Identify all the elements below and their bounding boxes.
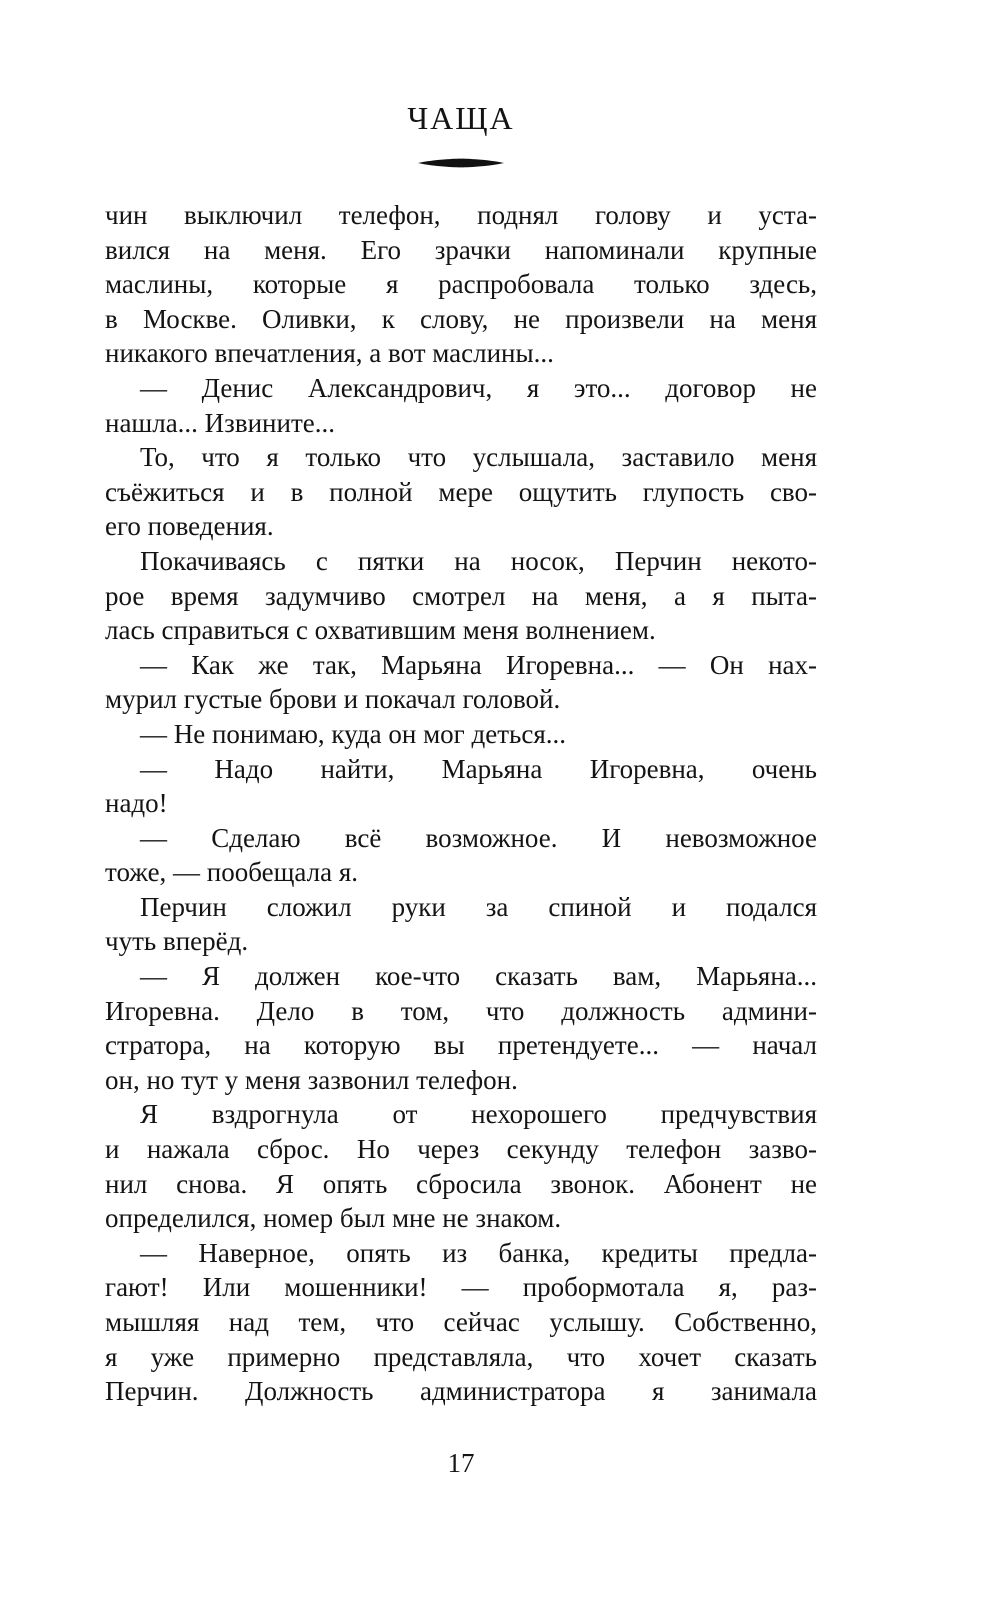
text-line: лась справиться с охватившим меня волнением.	[105, 615, 656, 646]
text-line: Игоревна. Дело в том, что должность админи-	[105, 995, 817, 1026]
page-title: ЧАЩА	[407, 100, 515, 136]
text-line: чин выключил телефон, поднял голову и уста-	[105, 200, 817, 230]
text-line: надо!	[105, 788, 168, 819]
text-block	[105, 198, 817, 1409]
text-line: чуть вперёд.	[105, 926, 249, 957]
text-line: вился на меня. Его зрачки напоминали крупные	[105, 234, 817, 265]
text-line: — Сделаю всё возможное. И невозможное	[140, 822, 817, 853]
text-line: тоже, — пообещала я.	[105, 857, 359, 888]
text-line: Покачиваясь с пятки на носок, Перчин некото-	[140, 545, 817, 576]
text-line: рое время задумчиво смотрел на меня, а я пыта-	[105, 580, 817, 611]
text-line: — Не понимаю, куда он мог деться...	[140, 718, 566, 749]
lens-ornament-icon	[418, 158, 504, 168]
text-line: съёжиться и в полной мере ощутить глупость сво-	[105, 476, 817, 507]
text-line: мурил густые брови и покачал головой.	[105, 684, 561, 715]
page-number: 17	[447, 1448, 475, 1478]
text-line: я уже примерно представляла, что хочет сказать	[105, 1341, 817, 1372]
text-line: — Надо найти, Марьяна Игоревна, очень	[140, 753, 817, 784]
text-line: мышляя над тем, что сейчас услышу. Собственно,	[105, 1307, 817, 1337]
text-line: — Денис Александрович, я это... договор не	[140, 372, 817, 403]
text-line: гают! Или мошенники! — пробормотала я, раз-	[105, 1272, 817, 1303]
text-line: Перчин. Должность администратора я занимала	[105, 1376, 817, 1407]
text-line: стратора, на которую вы претендуете... — начал	[105, 1030, 817, 1061]
text-line: никакого впечатления, а вот маслины...	[105, 338, 554, 369]
text-line: То, что я только что услышала, заставило меня	[140, 442, 817, 473]
text-line: — Как же так, Марьяна Игоревна... — Он нах-	[140, 649, 817, 680]
text-line: — Я должен кое-что сказать вам, Марьяна...	[140, 961, 817, 992]
text-line: Перчин сложил руки за спиной и подался	[140, 891, 817, 922]
text-line: нил снова. Я опять сбросила звонок. Абонент не	[105, 1168, 817, 1199]
text-line: определился, номер был мне не знаком.	[105, 1203, 562, 1234]
text-line: в Москве. Оливки, к слову, не произвели на меня	[105, 303, 817, 334]
text-line: он, но тут у меня зазвонил телефон.	[105, 1064, 518, 1095]
text-line: — Наверное, опять из банка, кредиты предла-	[140, 1237, 817, 1268]
text-line: нашла... Извините...	[105, 407, 335, 438]
text-line: и нажала сброс. Но через секунду телефон зазво-	[105, 1134, 817, 1165]
text-line: его поведения.	[105, 511, 274, 542]
text-line: маслины, которые я распробовала только здесь,	[105, 269, 817, 300]
section-divider	[105, 158, 817, 176]
text-line: Я вздрогнула от нехорошего предчувствия	[140, 1099, 817, 1130]
